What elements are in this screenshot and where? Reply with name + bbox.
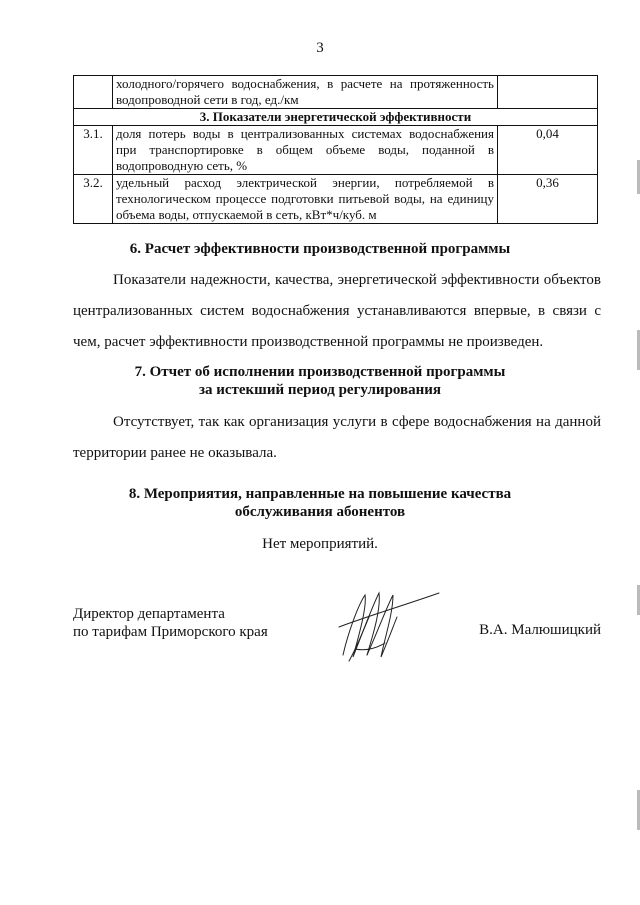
table-section-row (74, 109, 598, 126)
table-row (74, 76, 598, 109)
section-7-heading-line2: за истекший период регулирования (198, 382, 442, 398)
signatory-name: В.А. Малюшицкий (479, 622, 601, 638)
section-6-body (73, 265, 601, 358)
signatory-title-line1: Директор департамента (73, 606, 225, 622)
indicators-table (73, 75, 598, 224)
section-8-heading-line2: обслуживания абонентов (234, 504, 406, 520)
table-row (74, 175, 598, 224)
signatory-title (73, 605, 268, 641)
row-number (74, 76, 113, 109)
row-value: 0,04 (498, 126, 598, 175)
section-header: 3. Показатели энергетической эффективности (74, 109, 598, 126)
table-row (74, 126, 598, 175)
row-text: холодного/горячего водоснабжения, в расчете на протяженность водопроводной сети в год, ед./км (113, 76, 498, 109)
signature-block (73, 605, 601, 675)
section-6-text: Показатели надежности, качества, энергетической эффективности объектов централизованных систем водоснабжения устанавливаются впервые, в связи с чем, расчет эффективности производственной программы не произведен. (73, 272, 601, 350)
row-number: 3.2. (74, 175, 113, 224)
page-number: 3 (316, 40, 324, 56)
section-7-body (73, 407, 601, 469)
section-7-heading-line1: 7. Отчет об исполнении производственной программы (134, 364, 506, 380)
row-value (498, 76, 598, 109)
row-text: доля потерь воды в централизованных системах водоснабжения при транспортировке в общем объеме воды, поданной в водопроводную сеть, % (113, 126, 498, 175)
section-7-text: Отсутствует, так как организация услуги в сфере водоснабжения на данной территории ранее не оказывала. (73, 414, 601, 461)
signatory-title-line2: по тарифам Приморского края (73, 624, 268, 640)
row-value: 0,36 (498, 175, 598, 224)
section-6-heading: 6. Расчет эффективности производственной программы (129, 241, 511, 257)
section-8-body: Нет мероприятий. (262, 536, 378, 552)
row-text: удельный расход электрической энергии, потребляемой в технологическом процессе подготовки питьевой воды, на единицу объема воды, отпускаемой в сеть, кВт*ч/куб. м (113, 175, 498, 224)
section-8-heading-line1: 8. Мероприятия, направленные на повышение качества (128, 486, 512, 502)
section-7-heading (0, 363, 640, 399)
handwritten-signature (335, 587, 445, 667)
section-8-heading (0, 485, 640, 521)
row-number: 3.1. (74, 126, 113, 175)
